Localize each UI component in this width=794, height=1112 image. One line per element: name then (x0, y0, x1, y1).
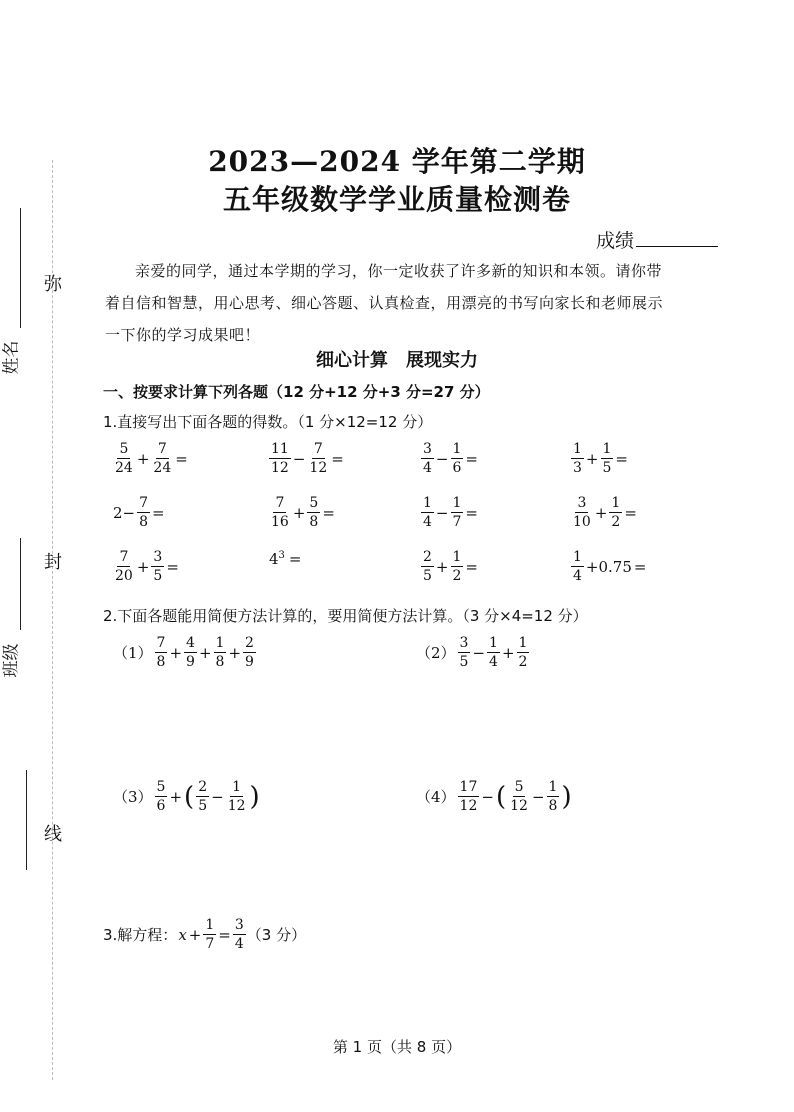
fraction (517, 636, 530, 669)
operator: − (292, 449, 306, 468)
problem-number: （3） (113, 788, 153, 806)
fraction-denominator: 3 (573, 460, 582, 476)
fraction-numerator: 2 (423, 549, 432, 565)
fraction (226, 780, 248, 813)
fraction-numerator: 5 (119, 441, 129, 457)
fraction-numerator: 1 (518, 635, 528, 651)
fraction (609, 496, 622, 529)
fraction-numerator: 1 (215, 635, 225, 651)
fraction-denominator: 8 (548, 798, 558, 814)
equals-sign: = (152, 503, 165, 522)
fraction-numerator: 1 (602, 441, 612, 457)
question-1-1: 1.直接写出下面各题的得数。（1 分×12=12 分） (103, 413, 433, 431)
fraction-denominator: 2 (611, 514, 621, 530)
fraction-numerator: 1 (452, 549, 462, 565)
expression-suffix: +0.75 (585, 557, 632, 576)
direct-calc-item (420, 550, 479, 583)
fraction (487, 636, 500, 669)
fraction (151, 550, 164, 583)
fraction-denominator: 2 (518, 654, 528, 670)
operator: − (435, 449, 449, 468)
equals-sign: = (624, 503, 637, 522)
direct-calc-item (112, 442, 189, 475)
fraction-denominator: 12 (510, 798, 528, 814)
page-footer: 第 1 页（共 8 页） (332, 1038, 462, 1056)
fraction-denominator: 12 (227, 798, 246, 814)
operator: + (594, 503, 608, 522)
fraction-numerator: 1 (232, 779, 242, 795)
simplify-problem-3 (112, 780, 261, 813)
fraction-denominator: 4 (423, 460, 432, 476)
paren-close: ) (249, 781, 260, 812)
fraction-numerator: 11 (271, 441, 289, 457)
question-1-3 (103, 918, 306, 951)
fraction-denominator: 8 (156, 654, 166, 670)
fraction (307, 496, 320, 529)
fraction-numerator: 3 (153, 549, 163, 565)
fraction-numerator: 17 (459, 779, 478, 795)
operator: − (531, 787, 545, 806)
fraction (151, 442, 173, 475)
fraction-numerator: 1 (573, 549, 582, 565)
fraction (113, 442, 135, 475)
fraction (269, 442, 291, 475)
fraction-denominator: 9 (245, 654, 254, 670)
fraction-numerator: 1 (573, 441, 582, 457)
direct-calc-item (112, 496, 166, 529)
fraction (547, 780, 560, 813)
fraction-numerator: 1 (548, 779, 558, 795)
direct-calc-item (268, 550, 303, 568)
fraction-denominator: 5 (459, 654, 469, 670)
direct-calc-item (570, 550, 647, 583)
fraction-numerator: 1 (452, 495, 462, 511)
direct-calc-item (420, 496, 479, 529)
equals-sign: = (218, 925, 231, 944)
equals-sign: = (166, 557, 179, 576)
fraction (458, 780, 480, 813)
question-1-header: 一、按要求计算下列各题（12 分+12 分+3 分=27 分） (103, 383, 490, 401)
fraction-denominator: 12 (271, 460, 289, 476)
fraction-denominator: 7 (452, 514, 462, 530)
operator: + (435, 557, 449, 576)
fraction-numerator: 1 (423, 495, 432, 511)
fraction-denominator: 5 (198, 798, 208, 814)
operator: + (501, 643, 515, 662)
problem-number: （2） (416, 644, 456, 662)
fraction (155, 636, 168, 669)
problem-number: （1） (113, 644, 153, 662)
simplify-problem-2 (415, 636, 530, 669)
fraction (269, 496, 291, 529)
fraction-numerator: 7 (275, 495, 285, 511)
fraction-numerator: 1 (452, 441, 462, 457)
fraction-numerator: 5 (514, 779, 524, 795)
fraction (421, 550, 434, 583)
fraction-numerator: 2 (198, 779, 208, 795)
fraction-denominator: 8 (215, 654, 225, 670)
operator: + (136, 449, 150, 468)
paren-open: ( (495, 781, 507, 812)
problem-number: （4） (416, 788, 456, 806)
fraction-denominator: 24 (115, 460, 133, 476)
fraction-denominator: 4 (489, 654, 498, 670)
fraction-denominator: 4 (423, 514, 432, 530)
fraction-denominator: 5 (602, 460, 612, 476)
direct-calc-item (570, 496, 638, 529)
power-base: $4^3$ (269, 550, 285, 568)
score-field (596, 226, 718, 253)
fraction (421, 496, 434, 529)
fraction (571, 442, 584, 475)
fraction (508, 780, 530, 813)
fraction-denominator: 5 (153, 568, 163, 584)
question-1-3-prefix: 3.解方程： (103, 926, 178, 944)
fraction-denominator: 4 (234, 936, 244, 952)
exam-year-title: 2023—2024 学年第二学期 (208, 145, 586, 178)
fraction (184, 636, 197, 669)
operator: − (211, 787, 224, 806)
school-blank-line (26, 770, 27, 870)
operator: − (435, 503, 449, 522)
fraction-denominator: 16 (271, 514, 289, 530)
operator: − (472, 643, 486, 662)
fraction-numerator: 1 (611, 495, 621, 511)
direct-calc-item (420, 442, 479, 475)
fraction-numerator: 3 (423, 441, 432, 457)
paren-open: ( (184, 781, 195, 812)
equals-sign: = (331, 449, 344, 468)
fraction (214, 636, 227, 669)
operator: + (169, 787, 183, 806)
intro-paragraph: 亲爱的同学，通过本学期的学习，你一定收获了许多新的知识和本领。请你带着自信和智慧，用心思考、细心答题、认真检查，用漂亮的书写向家长和老师展示一下你的学习成果吧！ (105, 262, 664, 344)
simplify-problem-1 (112, 636, 257, 669)
fraction-numerator: 4 (186, 635, 195, 651)
fraction-numerator: 1 (489, 635, 498, 651)
expression-prefix: 2− (113, 503, 136, 522)
score-label: 成绩 (596, 230, 635, 252)
binding-dashed-line (52, 160, 53, 1080)
fraction (243, 636, 256, 669)
equals-sign: = (615, 449, 628, 468)
equals-sign: = (175, 449, 188, 468)
equals-sign: = (465, 449, 478, 468)
fraction-denominator: 6 (156, 798, 166, 814)
fraction-numerator: 7 (156, 635, 166, 651)
fraction-denominator: 8 (309, 514, 319, 530)
fraction (451, 496, 464, 529)
operator: + (228, 643, 242, 662)
fraction-numerator: 7 (119, 549, 129, 565)
operator: + (136, 557, 150, 576)
operator: + (585, 449, 599, 468)
simplify-problem-4 (415, 780, 573, 813)
fraction-denominator: 12 (309, 460, 328, 476)
fraction-numerator: 7 (313, 441, 323, 457)
equals-sign: = (633, 557, 647, 576)
fraction-denominator: 6 (452, 460, 462, 476)
equals-sign: = (288, 550, 302, 568)
fraction-denominator: 7 (205, 936, 215, 952)
question-1-3-suffix: （3 分） (246, 926, 307, 944)
operator: − (481, 787, 494, 806)
fraction-numerator: 3 (577, 495, 587, 511)
fraction-denominator: 20 (115, 568, 133, 584)
fraction-numerator: 7 (139, 495, 149, 511)
exam-title: 五年级数学学业质量检测卷 (222, 183, 571, 216)
equals-sign: = (322, 503, 335, 522)
fraction (203, 918, 216, 951)
fraction-denominator: 24 (153, 460, 172, 476)
seal-char-feng: 封 (44, 552, 62, 573)
fraction (137, 496, 150, 529)
direct-calc-item (112, 550, 180, 583)
fraction (451, 442, 464, 475)
equals-sign: = (465, 557, 478, 576)
fraction (307, 442, 329, 475)
operator: + (292, 503, 306, 522)
fraction-denominator: 12 (459, 798, 478, 814)
fraction (196, 780, 209, 813)
operator: + (169, 643, 183, 662)
fraction (458, 636, 471, 669)
direct-calc-item (570, 442, 629, 475)
fraction-denominator: 10 (573, 514, 591, 530)
power-exponent: 3 (278, 550, 285, 561)
class-label: 班级 (1, 643, 22, 678)
fraction (155, 780, 168, 813)
paren-close: ) (561, 781, 572, 812)
fraction-numerator: 5 (156, 779, 166, 795)
section-title: 细心计算 展现实力 (316, 350, 478, 371)
name-label: 姓名 (1, 340, 22, 375)
operator: + (198, 643, 212, 662)
fraction-numerator: 1 (205, 917, 215, 933)
fraction (451, 550, 464, 583)
variable-x: x (178, 925, 187, 944)
fraction (113, 550, 135, 583)
fraction (601, 442, 614, 475)
fraction-numerator: 5 (309, 495, 319, 511)
direct-calc-item (268, 442, 345, 475)
question-1-2: 2.下面各题能用简便方法计算的，要用简便方法计算。（3 分×4=12 分） (103, 607, 588, 625)
score-blank (636, 232, 718, 247)
fraction-numerator: 3 (459, 635, 469, 651)
equals-sign: = (465, 503, 478, 522)
seal-char-xian: 线 (44, 824, 62, 845)
equation-expression (177, 918, 246, 951)
fraction (571, 496, 593, 529)
fraction-numerator: 7 (157, 441, 167, 457)
direct-calc-item (268, 496, 336, 529)
operator: + (188, 925, 202, 944)
fraction-numerator: 2 (245, 635, 254, 651)
fraction-denominator: 9 (186, 654, 195, 670)
fraction-denominator: 4 (573, 568, 582, 584)
class-blank-line (20, 538, 21, 630)
fraction-denominator: 8 (139, 514, 149, 530)
fraction (571, 550, 584, 583)
fraction (421, 442, 434, 475)
fraction-denominator: 2 (452, 568, 462, 584)
name-blank-line (20, 208, 21, 328)
fraction (233, 918, 246, 951)
fraction-denominator: 5 (423, 568, 432, 584)
seal-char-mi: 弥 (44, 274, 62, 295)
fraction-numerator: 3 (234, 917, 244, 933)
